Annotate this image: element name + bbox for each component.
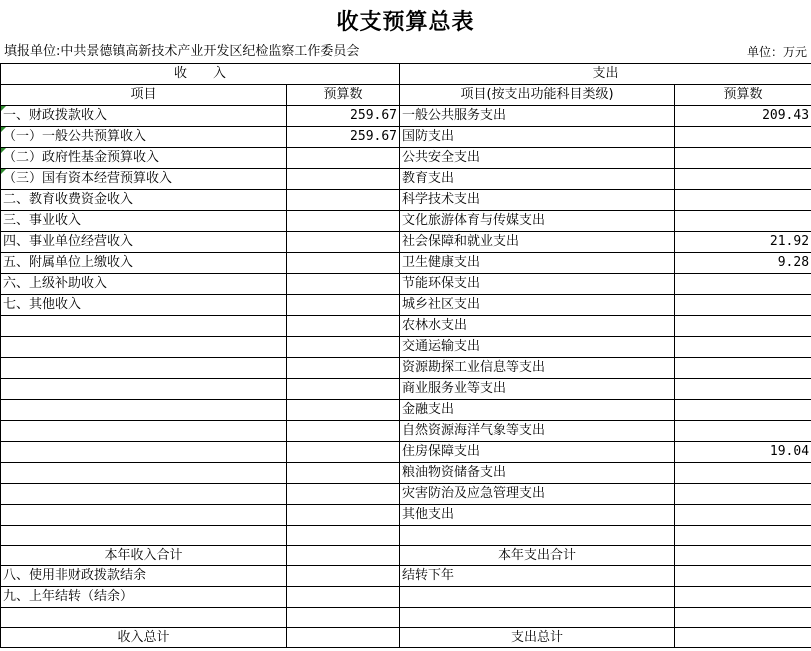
income-value-cell: 259.67 — [287, 127, 400, 148]
income-value-cell — [287, 190, 400, 211]
expense-value-cell — [675, 274, 811, 295]
expense-value-cell: 21.92 — [675, 232, 811, 253]
table-row — [1, 379, 811, 400]
income-item-cell: 六、上级补助收入 — [1, 274, 287, 295]
income-value-cell — [287, 463, 400, 484]
income-item-cell — [1, 505, 287, 526]
expense-value-cell — [675, 505, 811, 526]
income-value-cell — [287, 505, 400, 526]
income-value-cell — [287, 358, 400, 379]
table-row — [1, 169, 811, 190]
expense-item-cell: 一般公共服务支出 — [400, 106, 675, 127]
income-item-header: 项目 — [1, 85, 287, 106]
expense-item-cell: 文化旅游体育与传媒支出 — [400, 211, 675, 232]
income-value-cell — [287, 253, 400, 274]
expense-item-cell — [400, 526, 675, 546]
expense-value-cell — [675, 608, 811, 628]
income-value-cell — [287, 316, 400, 337]
section-header-row — [1, 64, 811, 85]
expense-item-cell: 资源勘探工业信息等支出 — [400, 358, 675, 379]
expense-value-cell: 209.43 — [675, 106, 811, 127]
income-value-cell — [287, 274, 400, 295]
table-row — [1, 526, 811, 546]
table-row — [1, 253, 811, 274]
expense-item-cell: 结转下年 — [400, 566, 675, 587]
table-row — [1, 337, 811, 358]
expense-item-cell: 灾害防治及应急管理支出 — [400, 484, 675, 505]
income-total-value — [287, 628, 400, 648]
report-meta — [0, 42, 811, 62]
expense-value-cell: 19.04 — [675, 442, 811, 463]
expense-value-cell — [675, 148, 811, 169]
expense-section-header: 支出 — [400, 64, 811, 85]
income-value-cell — [287, 566, 400, 587]
income-item-cell: （三）国有资本经营预算收入 — [1, 169, 287, 190]
expense-value-cell — [675, 379, 811, 400]
income-item-cell: （一）一般公共预算收入 — [1, 127, 287, 148]
expense-value-cell: 9.28 — [675, 253, 811, 274]
income-item-cell — [1, 316, 287, 337]
income-value-cell — [287, 484, 400, 505]
income-item-cell: 二、教育收费资金收入 — [1, 190, 287, 211]
expense-item-cell: 国防支出 — [400, 127, 675, 148]
income-item-cell — [1, 442, 287, 463]
currency-unit: 单位：万元 — [746, 45, 807, 59]
income-item-cell — [1, 484, 287, 505]
expense-item-cell: 教育支出 — [400, 169, 675, 190]
expense-value-cell — [675, 316, 811, 337]
expense-value-cell — [675, 169, 811, 190]
income-value-cell — [287, 232, 400, 253]
expense-value-cell — [675, 463, 811, 484]
income-total-label: 本年收入合计 — [1, 546, 287, 566]
income-value-cell — [287, 442, 400, 463]
expense-value-cell — [675, 400, 811, 421]
income-value-cell — [287, 608, 400, 628]
income-value-cell — [287, 148, 400, 169]
table-row — [1, 295, 811, 316]
expense-item-cell: 自然资源海洋气象等支出 — [400, 421, 675, 442]
income-item-cell — [1, 379, 287, 400]
column-header-row — [1, 85, 811, 106]
income-section-header: 收 入 — [1, 64, 400, 85]
income-item-cell: （二）政府性基金预算收入 — [1, 148, 287, 169]
income-item-cell — [1, 526, 287, 546]
income-item-cell: 五、附属单位上缴收入 — [1, 253, 287, 274]
expense-value-cell — [675, 421, 811, 442]
income-value-cell — [287, 526, 400, 546]
reporting-unit: 填报单位:中共景德镇高新技术产业开发区纪检监察工作委员会 — [4, 44, 360, 59]
income-budget-header: 预算数 — [287, 85, 400, 106]
income-item-cell: 七、其他收入 — [1, 295, 287, 316]
income-total-value — [287, 546, 400, 566]
income-item-cell: 八、使用非财政拨款结余 — [1, 566, 287, 587]
income-item-cell — [1, 421, 287, 442]
expense-item-cell: 节能环保支出 — [400, 274, 675, 295]
expense-value-cell — [675, 484, 811, 505]
grand-total-row — [1, 628, 811, 648]
income-item-cell: 四、事业单位经营收入 — [1, 232, 287, 253]
table-row — [1, 274, 811, 295]
expense-item-cell: 交通运输支出 — [400, 337, 675, 358]
expense-item-cell — [400, 608, 675, 628]
page-title: 收支预算总表 — [336, 9, 475, 35]
income-value-cell — [287, 587, 400, 608]
income-item-cell: 九、上年结转（结余） — [1, 587, 287, 608]
income-value-cell — [287, 211, 400, 232]
expense-value-cell — [675, 587, 811, 608]
income-item-cell — [1, 337, 287, 358]
expense-item-cell: 金融支出 — [400, 400, 675, 421]
table-row — [1, 484, 811, 505]
table-row — [1, 358, 811, 379]
table-row — [1, 316, 811, 337]
expense-total-label: 支出总计 — [400, 628, 675, 648]
expense-value-cell — [675, 566, 811, 587]
table-row — [1, 442, 811, 463]
expense-item-cell: 卫生健康支出 — [400, 253, 675, 274]
income-item-cell — [1, 608, 287, 628]
income-total-label: 收入总计 — [1, 628, 287, 648]
expense-item-cell: 社会保障和就业支出 — [400, 232, 675, 253]
table-row — [1, 190, 811, 211]
table-row — [1, 587, 811, 608]
income-value-cell — [287, 379, 400, 400]
expense-item-cell: 其他支出 — [400, 505, 675, 526]
table-row — [1, 211, 811, 232]
expense-value-cell — [675, 127, 811, 148]
expense-item-cell — [400, 587, 675, 608]
table-row — [1, 566, 811, 587]
expense-budget-header: 预算数 — [675, 85, 811, 106]
income-value-cell — [287, 295, 400, 316]
income-value-cell — [287, 337, 400, 358]
expense-total-label: 本年支出合计 — [400, 546, 675, 566]
expense-total-value — [675, 628, 811, 648]
expense-item-cell: 粮油物资储备支出 — [400, 463, 675, 484]
annual-total-row — [1, 546, 811, 566]
income-item-cell: 三、事业收入 — [1, 211, 287, 232]
expense-item-cell: 公共安全支出 — [400, 148, 675, 169]
expense-value-cell — [675, 190, 811, 211]
expense-item-cell: 农林水支出 — [400, 316, 675, 337]
table-row — [1, 127, 811, 148]
budget-table — [0, 63, 811, 648]
income-value-cell — [287, 400, 400, 421]
table-row — [1, 148, 811, 169]
income-item-cell — [1, 463, 287, 484]
expense-item-cell: 科学技术支出 — [400, 190, 675, 211]
expense-item-cell: 商业服务业等支出 — [400, 379, 675, 400]
expense-item-header: 项目(按支出功能科目类级) — [400, 85, 675, 106]
expense-value-cell — [675, 337, 811, 358]
income-item-cell — [1, 400, 287, 421]
expense-value-cell — [675, 211, 811, 232]
table-row — [1, 505, 811, 526]
expense-item-cell: 城乡社区支出 — [400, 295, 675, 316]
table-row — [1, 106, 811, 127]
table-row — [1, 463, 811, 484]
table-row — [1, 421, 811, 442]
income-value-cell: 259.67 — [287, 106, 400, 127]
expense-value-cell — [675, 526, 811, 546]
expense-value-cell — [675, 295, 811, 316]
income-value-cell — [287, 169, 400, 190]
income-item-cell: 一、财政拨款收入 — [1, 106, 287, 127]
table-row — [1, 400, 811, 421]
expense-item-cell: 住房保障支出 — [400, 442, 675, 463]
table-row — [1, 232, 811, 253]
expense-total-value — [675, 546, 811, 566]
income-item-cell — [1, 358, 287, 379]
expense-value-cell — [675, 358, 811, 379]
table-row — [1, 608, 811, 628]
income-value-cell — [287, 421, 400, 442]
